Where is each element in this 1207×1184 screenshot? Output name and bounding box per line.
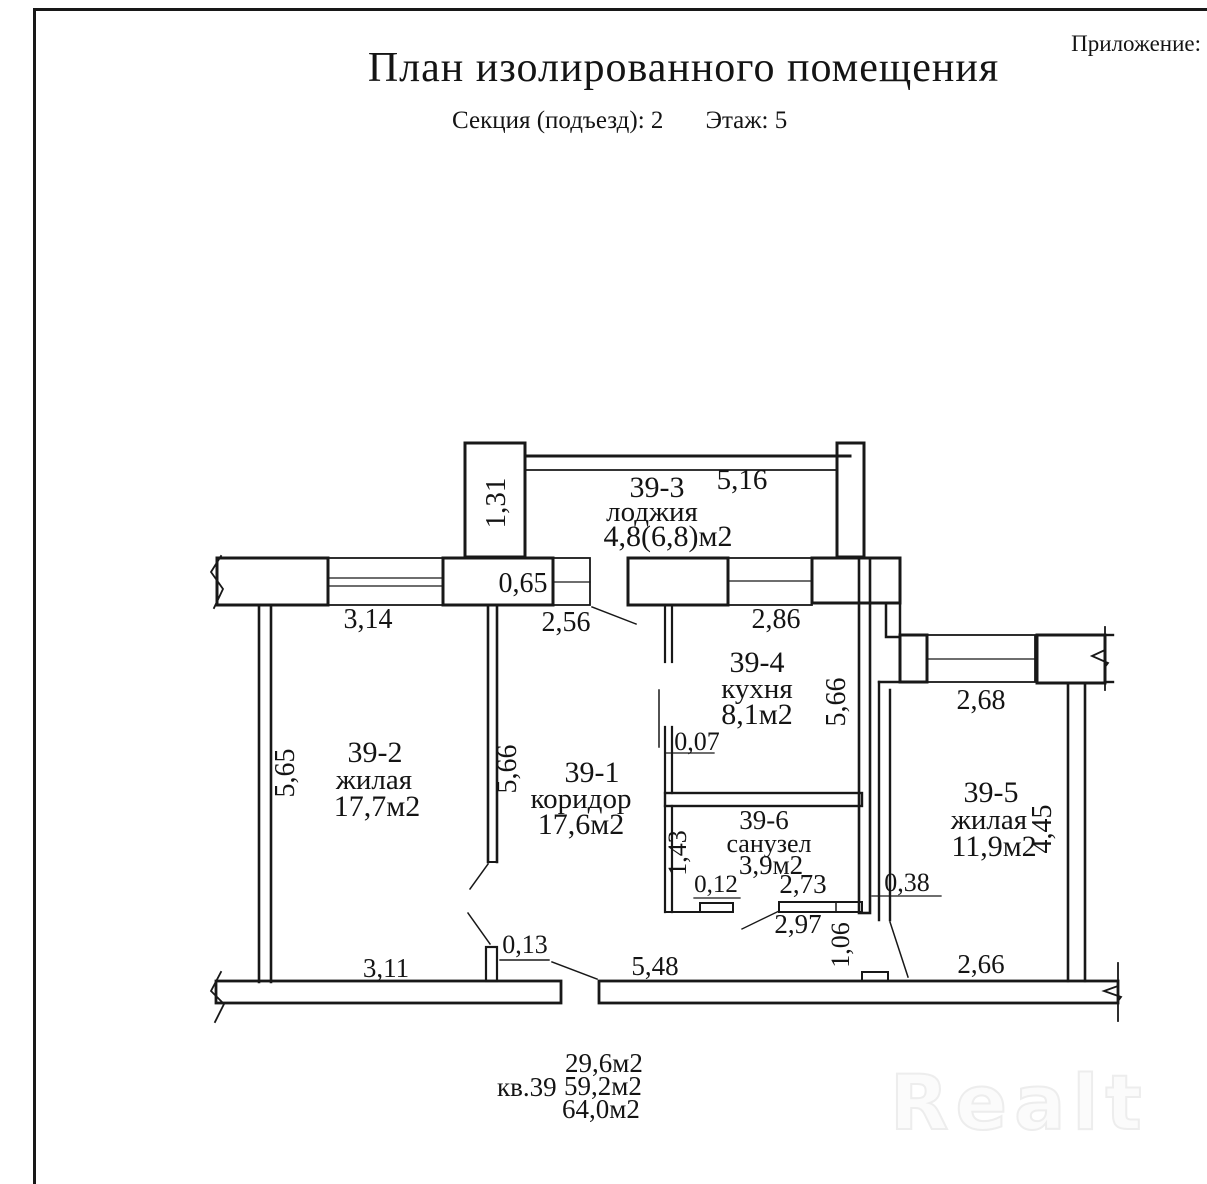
room-39-6-area: 3,9м2 (738, 850, 804, 880)
room-39-1-id: 39-1 (564, 756, 620, 789)
room-39-4-name: кухня (721, 673, 793, 705)
dim-kitchen-stub: 0,07 (674, 727, 720, 756)
dim-kitchen-width: 2,86 (751, 604, 801, 635)
room-39-3-name: лоджия (606, 496, 698, 528)
page-title: План изолированного помещения (367, 45, 1000, 91)
dim-entry-niche: 0,65 (498, 568, 548, 599)
dim-corridor-wall-height: 5,66 (492, 744, 523, 794)
room-39-3-id: 39-3 (629, 471, 685, 504)
annex-label: Приложение: (1071, 31, 1201, 56)
room-39-4-id: 39-4 (729, 646, 785, 679)
dim-loggia-width: 5,16 (716, 464, 768, 496)
dim-bathroom-stub: 0,12 (694, 871, 738, 898)
dim-bathroom-width: 2,73 (779, 869, 827, 899)
room-39-4-area: 8,1м2 (721, 698, 793, 731)
room-labels (334, 471, 1037, 880)
realt-watermark: Realt (890, 1058, 1149, 1147)
room-39-6-name: санузел (726, 829, 812, 858)
dim-living1-bottom: 3,11 (362, 953, 410, 983)
section-label: Секция (подъезд): 2 (452, 107, 664, 134)
dim-living2-door: 1,06 (826, 922, 855, 968)
room-39-1-name: коридор (530, 783, 632, 815)
dim-corridor-bottom: 5,48 (631, 951, 679, 981)
room-39-2-name: жилая (335, 764, 413, 796)
room-39-3-area: 4,8(6,8)м2 (603, 520, 733, 553)
dim-wall-stub: 0,38 (884, 868, 930, 897)
room-39-5-id: 39-5 (963, 776, 1019, 809)
summary-unit-number: кв.39 (497, 1072, 557, 1102)
room-39-1-area: 17,6м2 (537, 808, 625, 841)
dim-living1-height: 5,65 (270, 748, 301, 798)
floor-label: Этаж: 5 (705, 107, 788, 134)
room-39-2-id: 39-2 (347, 736, 403, 769)
dim-living2-window: 2,68 (956, 685, 1006, 716)
room-39-5-area: 11,9м2 (951, 830, 1037, 863)
dim-living2-bottom: 2,66 (957, 949, 1005, 979)
room-39-6-id: 39-6 (739, 805, 789, 835)
room-39-5-name: жилая (950, 804, 1028, 836)
dim-corridor-top: 2,56 (541, 607, 591, 638)
summary-living-area: 29,6м2 (565, 1048, 643, 1078)
dim-kitchen-height: 5,66 (821, 677, 852, 727)
dim-living2-height: 4,45 (1027, 804, 1058, 854)
summary-usable-area: 59,2м2 (564, 1071, 642, 1101)
dim-living1-window: 3,14 (343, 604, 393, 635)
room-39-2-area: 17,7м2 (333, 790, 421, 823)
dim-bathroom-height: 1,43 (663, 830, 692, 876)
dim-corridor-stub: 0,13 (502, 930, 548, 959)
dim-bathroom-door: 2,97 (774, 909, 822, 939)
dim-loggia-depth: 1,31 (480, 477, 512, 529)
summary-total-area: 64,0м2 (562, 1094, 640, 1124)
